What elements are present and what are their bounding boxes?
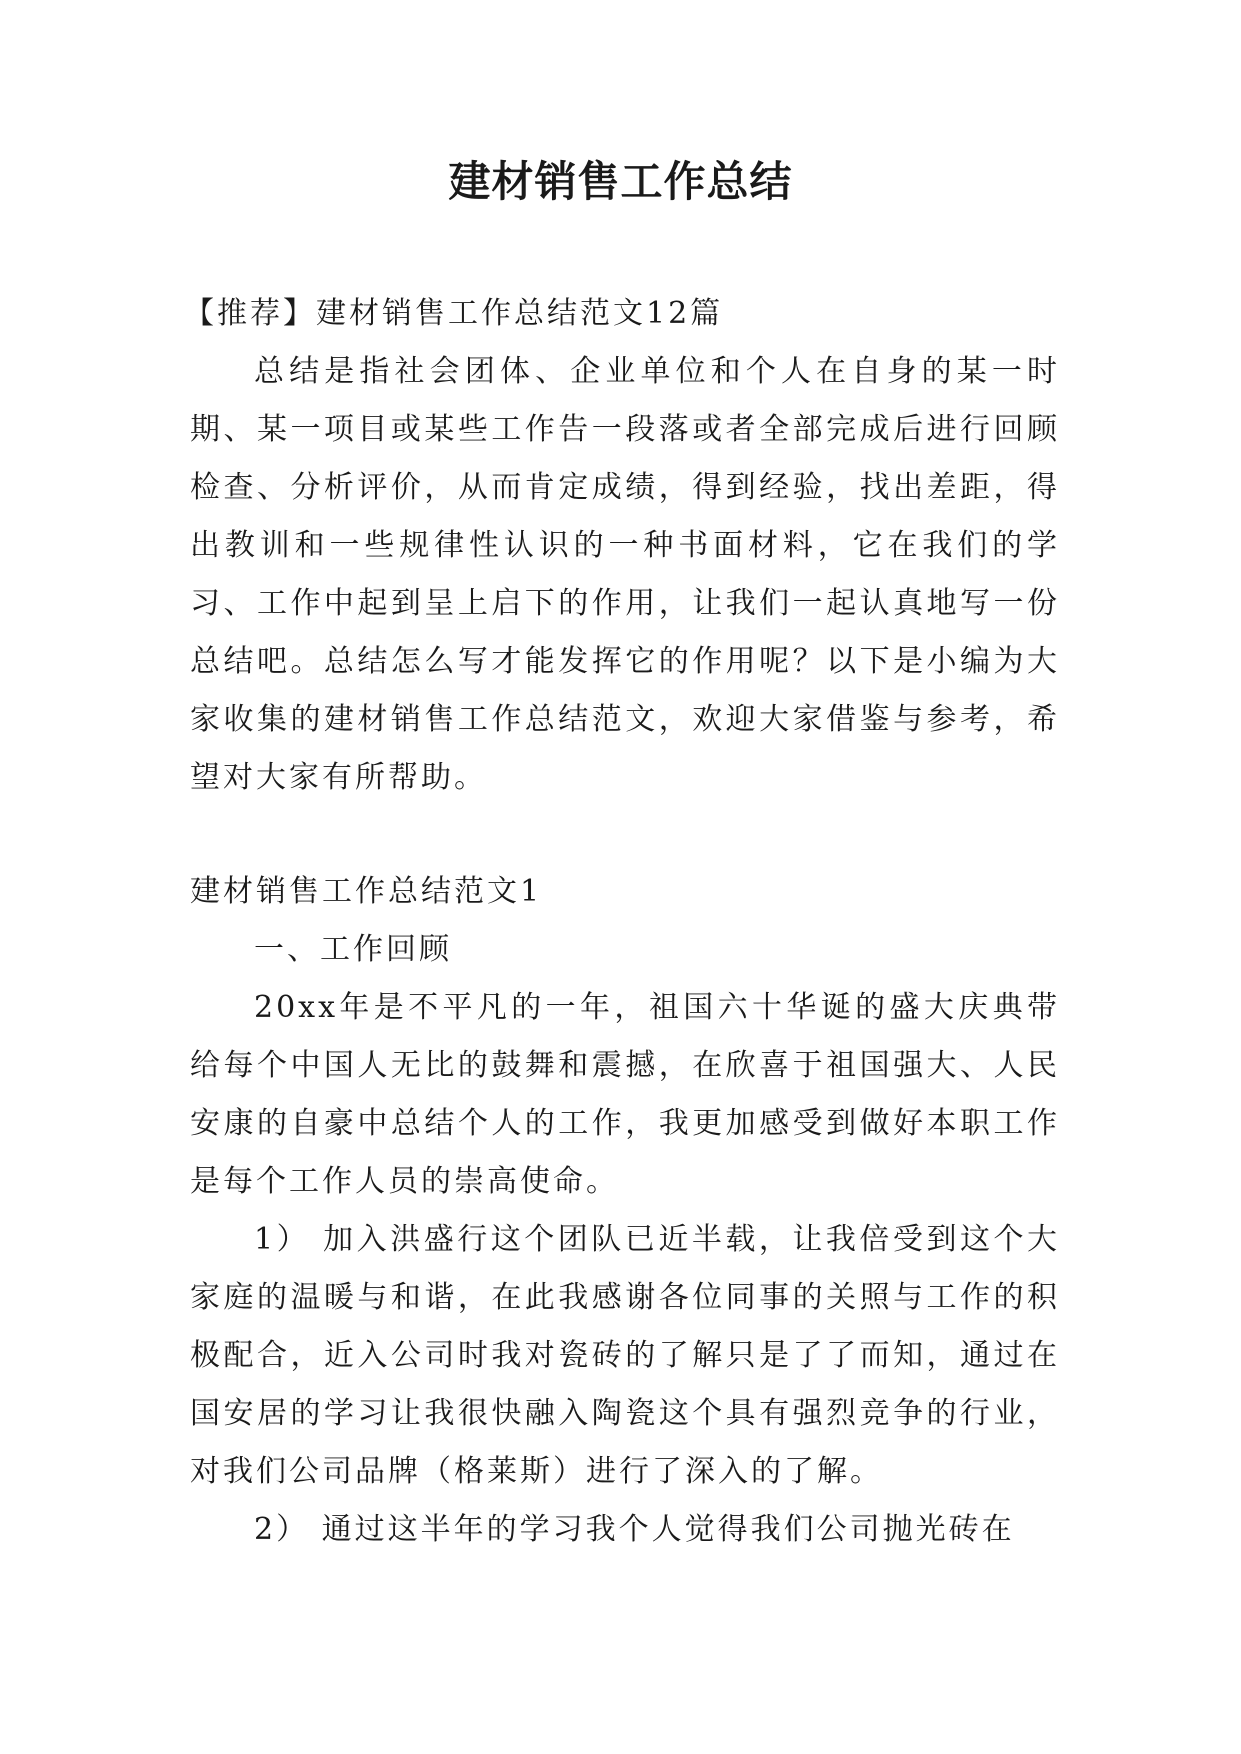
body-paragraph: 1） 加入洪盛行这个团队已近半载，让我倍受到这个大家庭的温暖与和谐，在此我感谢各位同事的关照与工作的积极配合，近入公司时我对瓷砖的了解只是了了而知，通过在国安居的学习让我很快融入陶瓷这个具有强烈竞争的行业，对我们公司品牌（格莱斯）进行了深入的了解。: [190, 1222, 1060, 1489]
page-title: 建材销售工作总结: [448, 157, 793, 206]
document-body: [184, 285, 1060, 1559]
sub-heading: 一、工作回顾: [254, 932, 452, 967]
section-title: 建材销售工作总结范文1: [190, 874, 543, 909]
recommend-line: 【推荐】建材销售工作总结范文12篇: [184, 296, 724, 331]
body-paragraph: 2） 通过这半年的学习我个人觉得我们公司抛光砖在: [254, 1512, 1015, 1547]
body-paragraph: 20xx年是不平凡的一年，祖国六十华诞的盛大庆典带给每个中国人无比的鼓舞和震撼，在欣喜于祖国强大、人民安康的自豪中总结个人的工作，我更加感受到做好本职工作是每个工作人员的崇高使命。: [190, 990, 1060, 1199]
intro-paragraph: 总结是指社会团体、企业单位和个人在自身的某一时期、某一项目或某些工作告一段落或者全部完成后进行回顾检查、分析评价，从而肯定成绩，得到经验，找出差距，得出教训和一些规律性认识的一种书面材料，它在我们的学习、工作中起到呈上启下的作用，让我们一起认真地写一份总结吧。总结怎么写才能发挥它的作用呢？以下是小编为大家收集的建材销售工作总结范文，欢迎大家借鉴与参考，希望对大家有所帮助。: [190, 354, 1060, 795]
